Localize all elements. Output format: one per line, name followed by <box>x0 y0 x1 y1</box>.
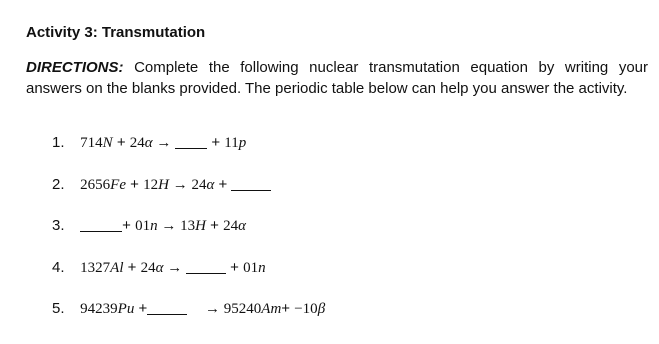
answer-blank[interactable] <box>147 300 187 315</box>
item-number: 2. <box>52 176 65 193</box>
arrow: → <box>157 218 181 234</box>
item-number: 1. <box>52 134 65 151</box>
mass-atomic-number: 714 <box>80 135 103 151</box>
element-symbol: H <box>195 218 206 234</box>
mass-atomic-number: 1327 <box>80 260 111 276</box>
plus-sign: + <box>226 259 244 276</box>
mass-atomic-number: 12 <box>143 177 159 193</box>
equation-item-4 <box>52 257 266 279</box>
activity-title: Activity 3: Transmutation <box>26 24 206 41</box>
plus-sign: + <box>123 259 141 276</box>
element-symbol: Fe <box>110 177 126 193</box>
element-symbol: p <box>238 135 247 151</box>
mass-atomic-number: 01 <box>243 260 259 276</box>
equation-item-2 <box>52 174 271 196</box>
plus-sign: + <box>281 300 295 317</box>
arrow: → <box>152 135 176 151</box>
equation-item-3 <box>52 215 246 237</box>
directions-paragraph <box>26 57 648 99</box>
element-symbol: α <box>144 135 153 151</box>
mass-atomic-number: 24 <box>129 135 145 151</box>
mass-atomic-number: 11 <box>224 135 239 151</box>
directions-label: DIRECTIONS: <box>26 59 124 76</box>
arrow: → <box>201 301 224 317</box>
equation-1 <box>80 135 246 151</box>
equation-item-1 <box>52 132 246 154</box>
plus-sign: + <box>122 217 136 234</box>
plus-sign: + <box>112 134 130 151</box>
element-symbol: n <box>258 260 266 276</box>
arrow: → <box>168 177 192 193</box>
equation-4 <box>80 260 265 276</box>
plus-sign: + <box>214 176 232 193</box>
arrow: → <box>163 260 186 276</box>
element-symbol: α <box>206 177 215 193</box>
equation-3 <box>80 218 246 234</box>
equation-item-5 <box>52 298 325 320</box>
answer-blank[interactable] <box>231 176 271 191</box>
element-symbol: Al <box>110 260 124 276</box>
mass-atomic-number: 24 <box>140 260 156 276</box>
item-number: 4. <box>52 259 65 276</box>
plus-sign: + <box>126 176 144 193</box>
equation-5 <box>80 301 325 317</box>
equation-2 <box>80 177 271 193</box>
plus-sign: + <box>205 217 224 234</box>
answer-blank[interactable] <box>80 217 122 232</box>
mass-atomic-number: 2656 <box>80 177 111 193</box>
mass-atomic-number: 01 <box>135 218 151 234</box>
mass-atomic-number: 94239 <box>80 301 118 317</box>
element-symbol: H <box>158 177 169 193</box>
mass-atomic-number: −10 <box>294 301 318 317</box>
element-symbol: N <box>102 135 113 151</box>
element-symbol: β <box>317 301 326 317</box>
directions-text: Complete the following nuclear transmutation equation by writing your answers on the blanks provided. The periodic table below can help you answer the activity. <box>26 59 648 97</box>
mass-atomic-number: 24 <box>191 177 207 193</box>
mass-atomic-number: 13 <box>180 218 196 234</box>
mass-atomic-number: 24 <box>223 218 239 234</box>
item-number: 5. <box>52 300 65 317</box>
element-symbol: Am <box>261 301 282 317</box>
element-symbol: n <box>150 218 158 234</box>
answer-blank[interactable] <box>186 259 226 274</box>
item-number: 3. <box>52 217 65 234</box>
plus-sign: + <box>207 134 225 151</box>
element-symbol: α <box>155 260 164 276</box>
element-symbol: α <box>238 218 246 234</box>
element-symbol: Pu <box>117 301 135 317</box>
answer-blank[interactable] <box>175 134 207 149</box>
mass-atomic-number: 95240 <box>223 301 262 317</box>
plus-sign: + <box>134 300 148 317</box>
